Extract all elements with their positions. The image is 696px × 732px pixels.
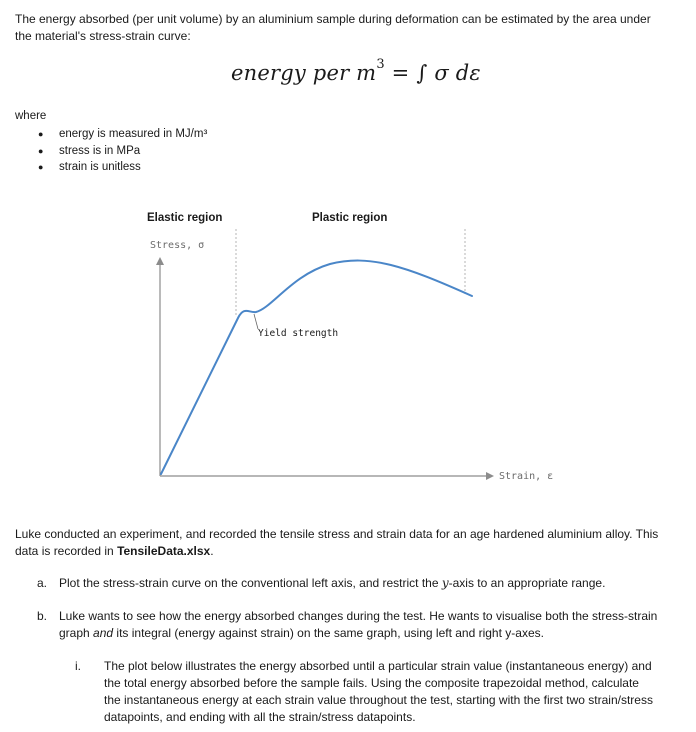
experiment-line-2 (15, 543, 685, 560)
experiment-text: data is recorded in (15, 544, 118, 558)
question-b (15, 608, 685, 642)
question-b-line-2 (59, 625, 685, 642)
experiment-paragraph (15, 526, 685, 560)
data-file-name: TensileData.xlsx (117, 544, 211, 558)
question-a-marker: a. (37, 576, 48, 590)
list-item: ● strain is unitless (15, 159, 415, 176)
question-i-line-1: The plot below illustrates the energy absorbed until a particular strain value (instantaneous energy) and (104, 659, 652, 673)
y-variable: y (441, 576, 449, 590)
question-b-text-pre: graph (59, 626, 94, 640)
intro-line-2: the material's stress-strain curve: (15, 29, 191, 43)
list-item: ● stress is in MPa (15, 143, 415, 160)
emphasis-and: and (93, 626, 114, 640)
y-axis-label: Stress, σ (150, 240, 205, 251)
question-b-marker: b. (37, 609, 48, 623)
question-a (15, 575, 685, 592)
equation-exponent: 3 (376, 57, 385, 72)
intro-line-1: The energy absorbed (per unit volume) by an aluminium sample during deformation can be estimated by the area under (15, 12, 651, 26)
yield-leader-line (254, 314, 258, 329)
question-b-line-1: Luke wants to see how the energy absorbed changes during the test. He wants to visualise both the stress-strain (59, 609, 658, 623)
x-axis-label: Strain, ε (499, 471, 554, 482)
question-b-text-post: its integral (energy against strain) on the same graph, using left and right y-axes. (113, 626, 544, 640)
experiment-line-1: Luke conducted an experiment, and recorded the tensile stress and strain data for an age hardened aluminium alloy. This (15, 527, 659, 541)
experiment-text-end: . (210, 544, 214, 558)
elastic-region-label: Elastic region (147, 212, 223, 224)
question-i-line-4: datapoints, and ending with all the strain/stress datapoints. (104, 710, 416, 724)
plastic-region-label: Plastic region (312, 212, 388, 224)
question-a-text (59, 575, 685, 592)
yield-strength-label: Yield strength (258, 328, 339, 339)
stress-strain-curve (161, 261, 472, 474)
question-i-marker: i. (75, 659, 81, 673)
question-a-text-post: -axis to an appropriate range. (448, 576, 606, 590)
where-label: where (15, 110, 47, 122)
question-i-line-2: the total energy absorbed before the sample fails. Using the composite trapezoidal method, calculate (104, 676, 639, 690)
list-item: ● energy is measured in MJ/m³ (15, 126, 415, 143)
question-a-text-pre: Plot the stress-strain curve on the conventional left axis, and restrict the (59, 576, 442, 590)
question-i-line-3: the instantaneous energy at each strain value throughout the test, starting with the first two strain/stress (104, 693, 653, 707)
equation-rhs: = ∫ σ dε (384, 61, 481, 85)
question-b-i (15, 658, 685, 726)
equation-lhs: energy per m (231, 61, 377, 85)
